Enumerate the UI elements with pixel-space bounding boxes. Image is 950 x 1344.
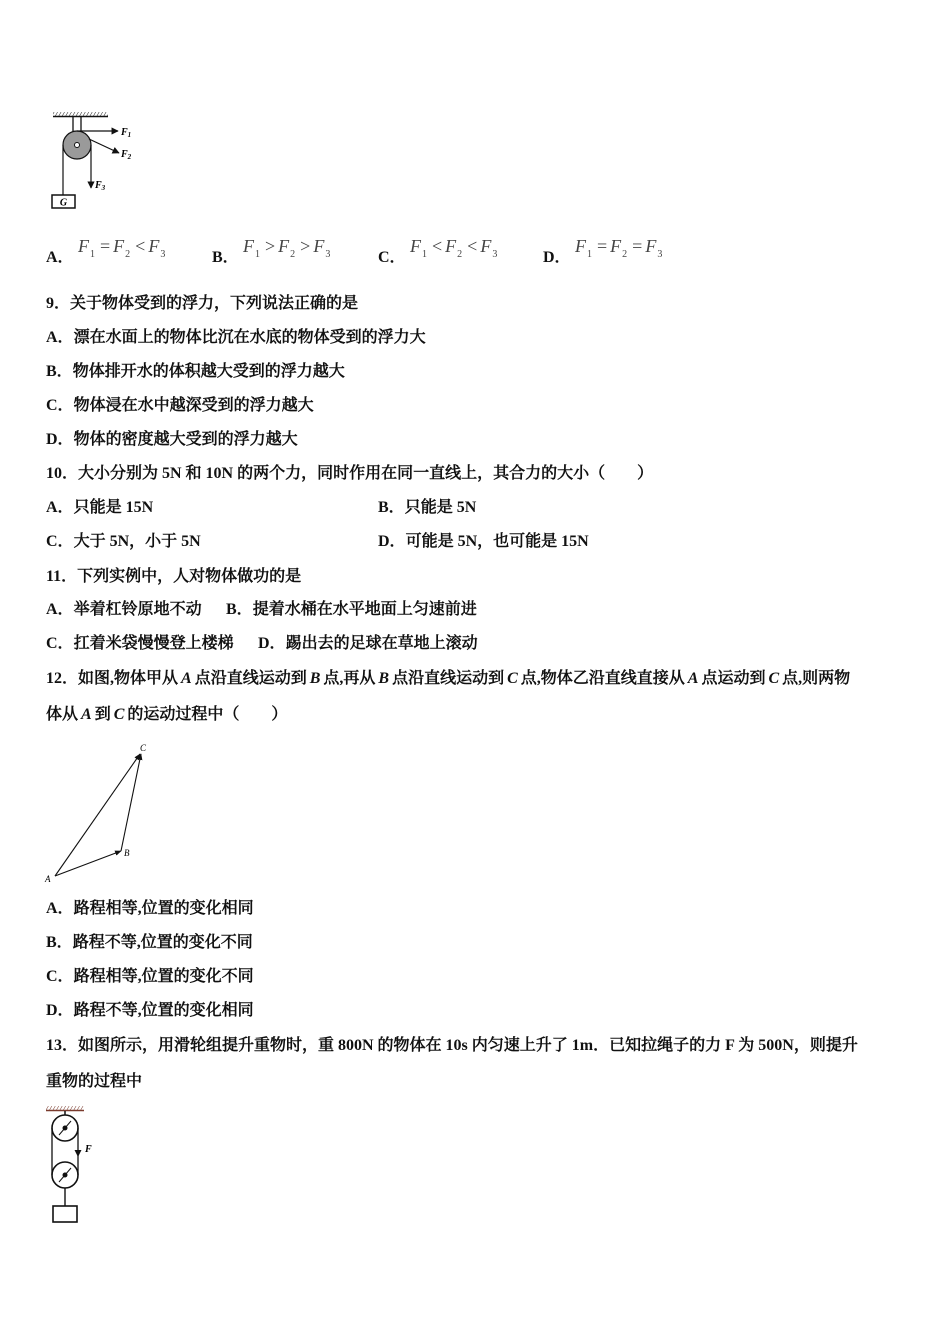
operator: = <box>100 236 111 256</box>
text: 点运动到 <box>701 670 766 687</box>
force-arrow-head <box>75 1150 82 1157</box>
q11-option-a <box>46 600 202 620</box>
subscript: 2 <box>622 249 628 260</box>
option-label: D． <box>46 431 74 448</box>
label-f1-sub: 1 <box>127 131 132 139</box>
option-text: 路程不等,位置的变化不同 <box>72 934 253 951</box>
point-b-label: B <box>124 848 130 858</box>
subscript: 2 <box>457 249 463 260</box>
option-label: A． <box>46 499 74 516</box>
point-letter: A <box>81 706 92 723</box>
term: F <box>445 236 457 256</box>
operator: < <box>432 236 443 256</box>
point-letter: A <box>687 670 699 687</box>
ceiling <box>53 112 108 117</box>
q8-option-d-label: D． <box>543 249 571 266</box>
point-c-label: C <box>140 743 147 753</box>
force-label: F <box>85 1144 92 1155</box>
subscript: 3 <box>657 249 663 260</box>
subscript: 1 <box>587 249 592 260</box>
q12-option-d <box>46 1001 254 1021</box>
option-text: 大于 5N，小于 5N <box>73 533 201 550</box>
q10-option-c <box>46 532 201 552</box>
subscript: 1 <box>90 249 95 260</box>
text: 的运动过程中（ ） <box>127 706 288 723</box>
text: 点,再从 <box>323 670 376 687</box>
operator: = <box>597 236 608 256</box>
q13-stem-line2: 重物的过程中 <box>46 1073 143 1090</box>
option-label: C． <box>46 635 74 652</box>
q10-option-a <box>46 498 153 518</box>
point-letter: A <box>181 670 192 687</box>
option-text: 路程不等,位置的变化相同 <box>73 1002 254 1019</box>
operator: < <box>135 236 146 256</box>
q11-stem: 11．下列实例中，人对物体做功的是 <box>46 568 302 585</box>
option-label: A． <box>46 900 74 917</box>
option-label: D． <box>46 1002 74 1019</box>
q9-option-b <box>46 362 345 382</box>
q8-option-c-label: C． <box>378 249 406 266</box>
option-label: C． <box>46 968 74 985</box>
option-text: 举着杠铃原地不动 <box>73 601 202 618</box>
option-label: A． <box>46 329 74 346</box>
path-b-to-c <box>121 754 141 851</box>
q10-option-b <box>378 498 476 518</box>
load-box <box>53 1206 77 1222</box>
option-label: D． <box>378 533 406 550</box>
q12-stem-line2 <box>46 705 287 725</box>
term: F <box>243 236 254 256</box>
text: 点,物体乙沿直线直接从 <box>520 670 685 687</box>
option-label: C． <box>46 533 74 550</box>
q9-option-c <box>46 396 314 416</box>
point-letter: C <box>507 670 518 687</box>
q10-option-d <box>378 532 589 552</box>
text: 到 <box>94 706 111 723</box>
option-label: A． <box>46 601 74 618</box>
option-label: B． <box>226 601 253 618</box>
label-f1 <box>120 127 131 139</box>
fixed-pulley-figure <box>40 100 150 215</box>
option-text: 路程相等,位置的变化不同 <box>73 968 254 985</box>
text: 点沿直线运动到 <box>392 670 505 687</box>
q12-stem-line1 <box>46 669 850 689</box>
option-text: 物体排开水的体积越大受到的浮力越大 <box>72 363 345 380</box>
option-label: C． <box>46 397 74 414</box>
operator: = <box>632 236 643 256</box>
q8-option-b-label: B． <box>212 249 239 266</box>
option-text: 物体的密度越大受到的浮力越大 <box>73 431 298 448</box>
q11-option-c <box>46 634 234 654</box>
label-f2 <box>120 149 132 161</box>
option-label: B． <box>46 363 73 380</box>
q8-option-b-formula <box>243 235 330 261</box>
q10-stem: 10．大小分别为 5N 和 10N 的两个力，同时作用在同一直线上，其合力的大小（ ） <box>46 465 654 482</box>
subscript: 3 <box>492 249 498 260</box>
point-a-label: A <box>45 874 51 884</box>
q8-option-a-formula <box>78 235 165 261</box>
term: F <box>78 236 89 256</box>
operator: > <box>300 236 311 256</box>
pulley-axle <box>75 143 80 148</box>
q12-option-a <box>46 899 254 919</box>
option-text: 漂在水面上的物体比沉在水底的物体受到的浮力大 <box>73 329 426 346</box>
q9-option-a <box>46 328 426 348</box>
q11-option-b <box>226 600 477 620</box>
q8-option-c-formula <box>410 235 497 261</box>
option-text: 路程相等,位置的变化相同 <box>73 900 254 917</box>
label-f2-sub: 2 <box>127 153 132 161</box>
term: F <box>610 236 622 256</box>
label-f3-sub: 3 <box>101 184 106 192</box>
point-letter: C <box>113 706 125 723</box>
option-text: 扛着米袋慢慢登上楼梯 <box>73 635 234 652</box>
text: 点沿直线运动到 <box>194 670 307 687</box>
q12-option-c <box>46 967 254 987</box>
text: 12．如图,物体甲从 <box>46 670 179 687</box>
label-f3-base: F <box>95 180 102 191</box>
point-letter: B <box>309 670 321 687</box>
operator: > <box>265 236 276 256</box>
term: F <box>575 236 586 256</box>
pulley-block-figure <box>40 1102 110 1227</box>
term: F <box>278 236 290 256</box>
point-letter: C <box>768 670 780 687</box>
label-f3 <box>94 180 106 192</box>
text: 体从 <box>46 706 79 723</box>
option-label: D． <box>258 635 286 652</box>
q12-option-b <box>46 933 253 953</box>
option-text: 可能是 5N，也可能是 15N <box>405 533 589 550</box>
force-arrow-f2 <box>89 139 119 153</box>
option-text: 踢出去的足球在草地上滚动 <box>285 635 478 652</box>
q11-option-d <box>258 634 478 654</box>
label-f1-base: F <box>121 127 128 138</box>
q8-option-d-formula <box>575 235 662 261</box>
term: F <box>313 236 325 256</box>
term: F <box>645 236 657 256</box>
path-a-to-b <box>55 851 121 876</box>
term: F <box>410 236 421 256</box>
subscript: 3 <box>325 249 331 260</box>
text: 点,则两物 <box>782 670 851 687</box>
q9-stem: 9．关于物体受到的浮力，下列说法正确的是 <box>46 295 359 312</box>
option-text: 提着水桶在水平地面上匀速前进 <box>252 601 477 618</box>
option-text: 物体浸在水中越深受到的浮力越大 <box>73 397 314 414</box>
option-text: 只能是 15N <box>73 499 154 516</box>
term: F <box>148 236 160 256</box>
q9-option-d <box>46 430 298 450</box>
option-text: 只能是 5N <box>404 499 477 516</box>
subscript: 1 <box>422 249 427 260</box>
term: F <box>480 236 492 256</box>
ceiling <box>46 1106 84 1111</box>
operator: < <box>467 236 478 256</box>
weight-label: G <box>59 197 68 209</box>
option-label: B． <box>46 934 73 951</box>
subscript: 2 <box>290 249 296 260</box>
subscript: 3 <box>160 249 166 260</box>
subscript: 1 <box>255 249 260 260</box>
point-letter: B <box>378 670 390 687</box>
option-label: B． <box>378 499 405 516</box>
subscript: 2 <box>125 249 131 260</box>
term: F <box>113 236 125 256</box>
q13-stem-line1: 13．如图所示，用滑轮组提升重物时，重 800N 的物体在 10s 内匀速上升了 1m．已知拉绳子的力 F 为 500N，则提升 <box>46 1037 858 1054</box>
label-f2-base: F <box>121 149 128 160</box>
q8-option-a-label: A． <box>46 249 74 266</box>
displacement-figure <box>40 740 160 885</box>
